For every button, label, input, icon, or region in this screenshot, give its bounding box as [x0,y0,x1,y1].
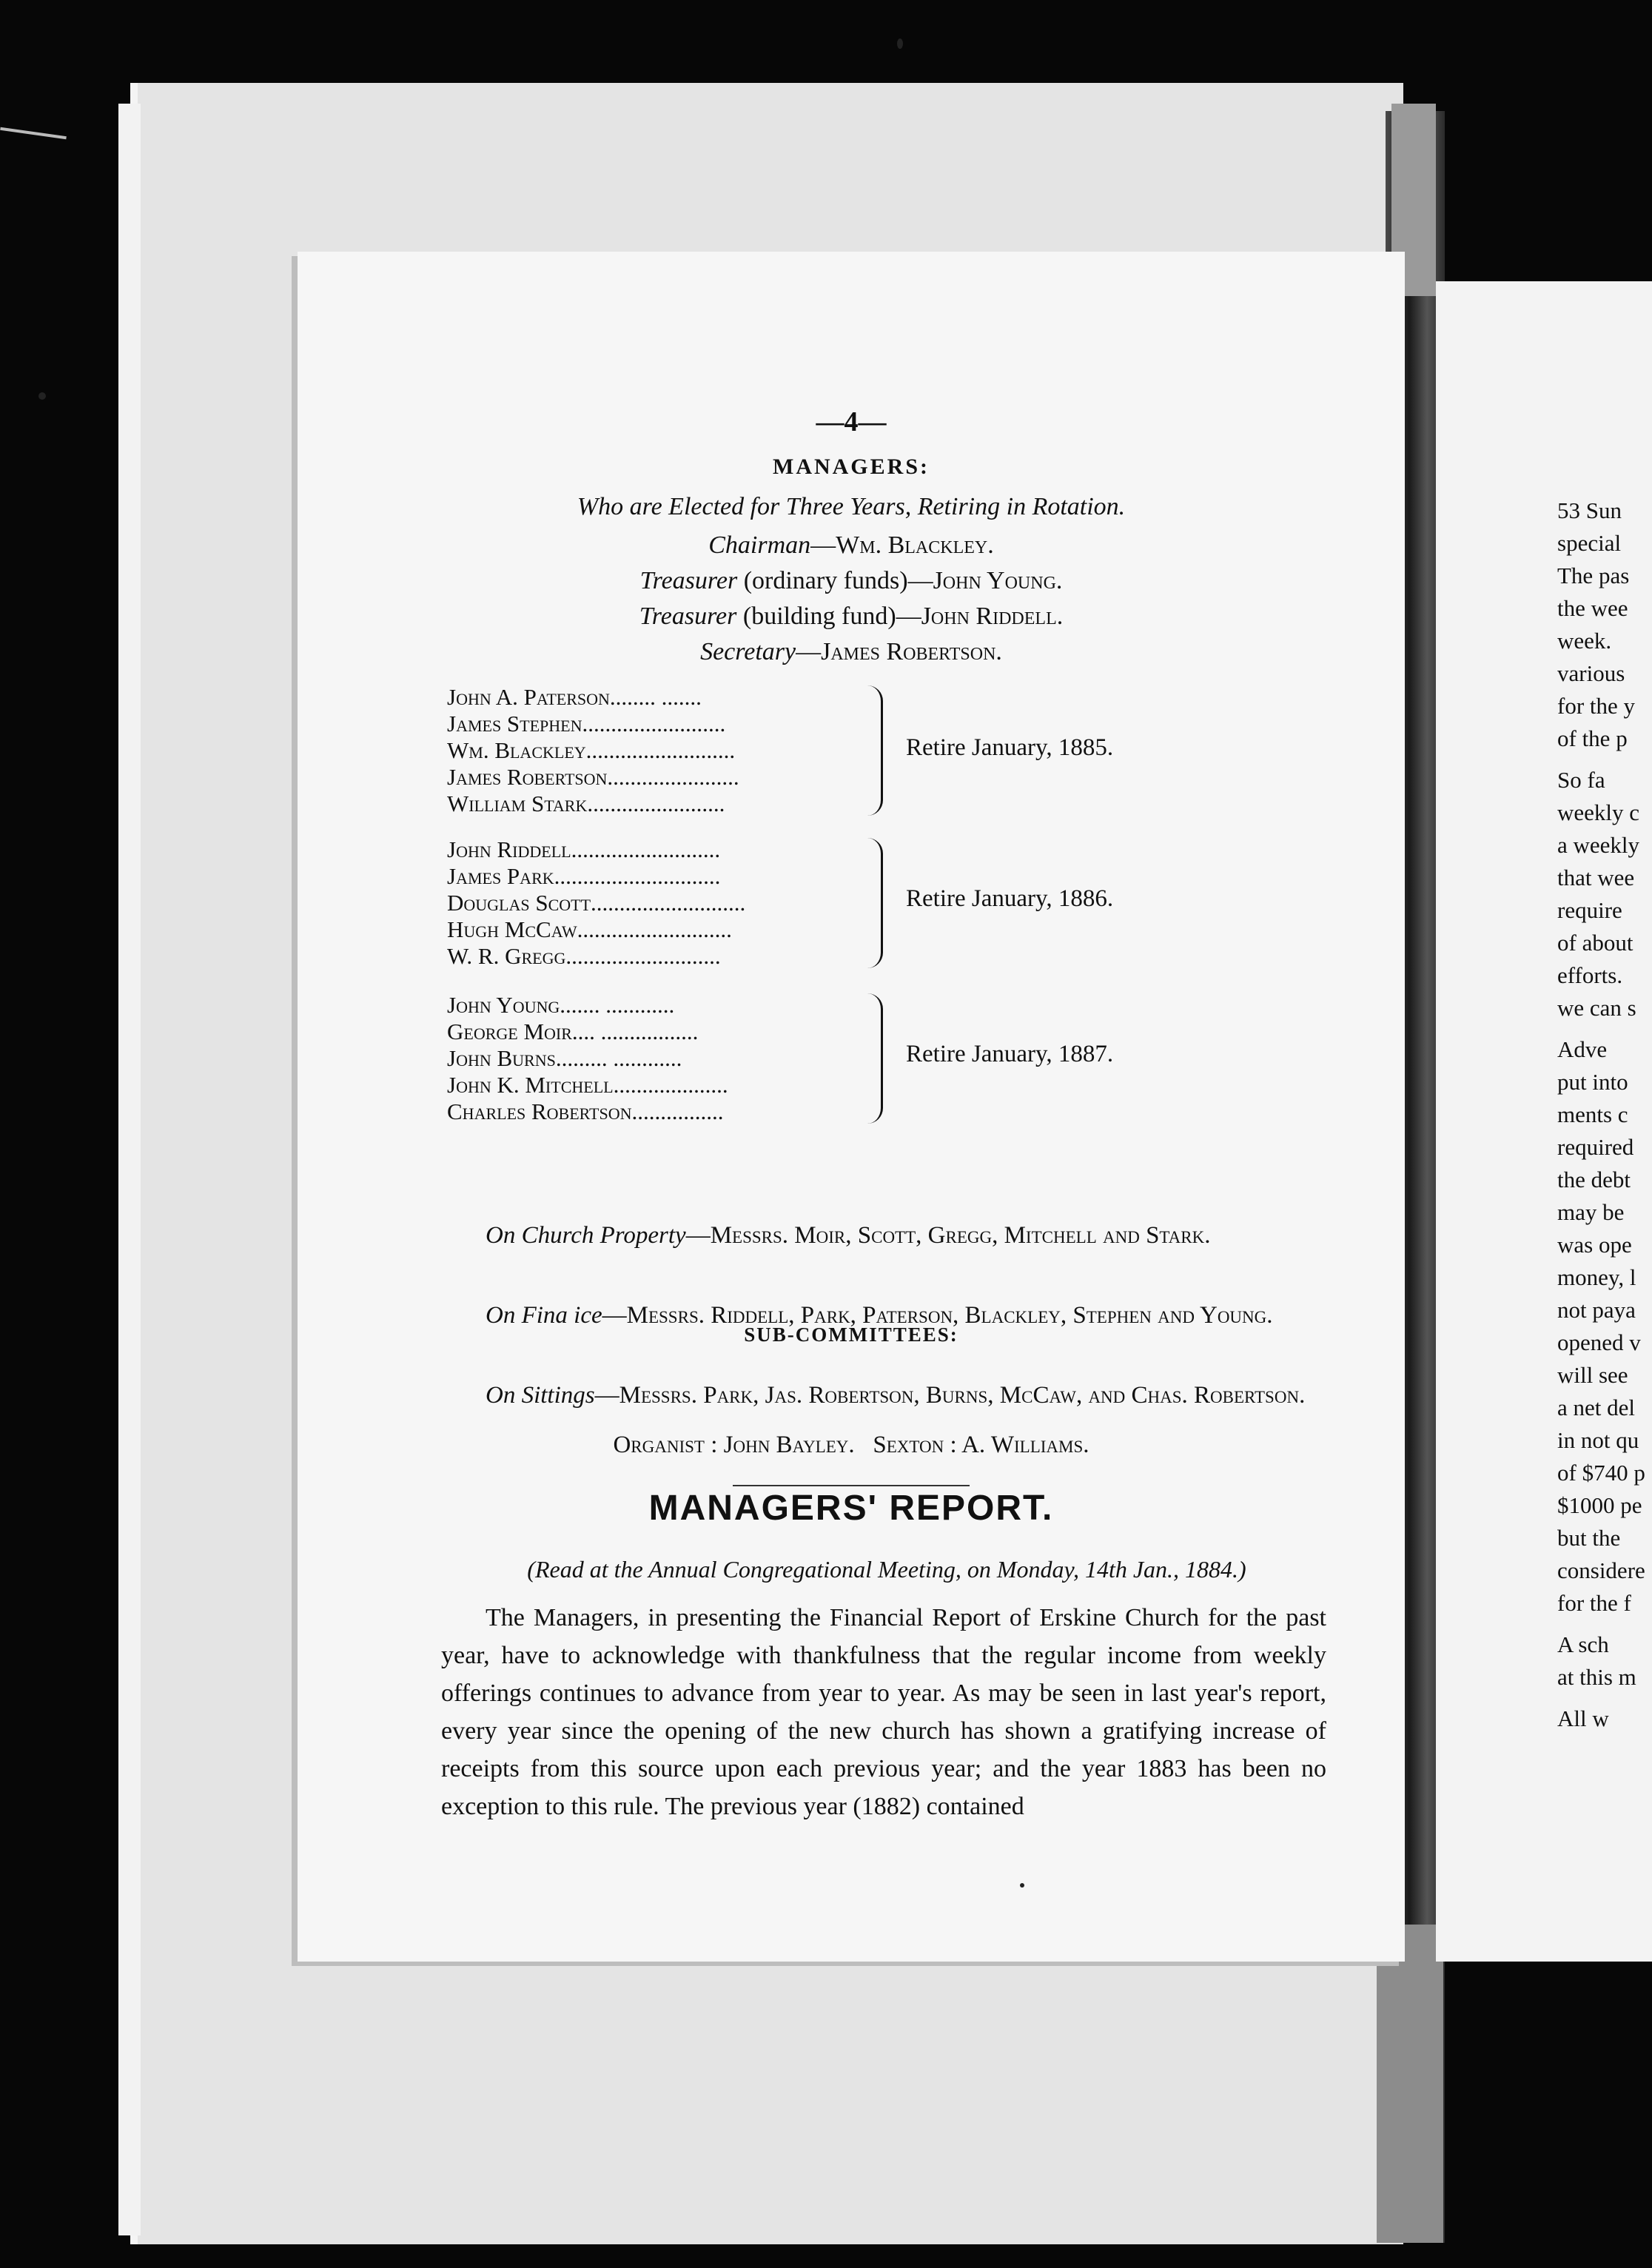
right-page-line: week. [1557,628,1612,654]
right-page-line: a net del [1557,1395,1636,1420]
brace [867,993,883,1124]
right-page-line: require [1557,897,1622,923]
right-page-line: opened v [1557,1329,1641,1355]
subcommittee-members: —Messrs. Park, Jas. Robertson, Burns, McCaw, and Chas. Robertson. [594,1382,1306,1409]
manager-name: Douglas Scott........................... [447,890,746,916]
right-page-line: All w [1557,1705,1609,1731]
right-page-line: special [1557,530,1622,556]
retire-group-1886 [298,836,1405,984]
officer-name: Wm. Blackley. [836,531,994,559]
officer-name: John Riddell. [921,603,1064,630]
officer-treasurer-ordinary [298,567,1405,595]
right-page-line: Adve [1557,1036,1608,1062]
manager-name: James Park............................. [447,863,721,889]
manager-name: John K. Mitchell.................... [447,1072,728,1098]
right-page-line: at this m [1557,1664,1636,1690]
officer-name: John Young. [933,567,1063,594]
right-page-line: A sch [1557,1631,1609,1657]
staff-line: Organist : John Bayley. Sexton : A. Williams. [613,1432,1089,1458]
manager-name: James Robertson....................... [447,764,739,790]
report-note: (Read at the Annual Congregational Meeting, on Monday, 14th Jan., 1884.) [527,1556,1246,1583]
right-page-line: of the p [1557,725,1628,751]
dust-speck [38,392,46,400]
page-number: —4— [816,406,887,437]
right-page-line: efforts. [1557,962,1623,988]
right-page-line: of about [1557,930,1633,956]
officer-secretary [298,638,1405,666]
right-page-line: but the [1557,1525,1621,1551]
officer-treasurer-building [298,603,1405,631]
divider [733,1485,970,1486]
officer-sep: — [907,567,933,594]
right-page-line: required [1557,1134,1634,1160]
retire-date: Retire January, 1886. [906,885,1114,912]
officer-sep: — [796,638,822,665]
right-page-line: put into [1557,1069,1628,1095]
retire-group-1887 [298,992,1405,1140]
retire-group-1885 [298,684,1405,832]
officer-role: Chairman [708,531,811,559]
manager-name: John Burns......... ............ [447,1045,682,1071]
subcommittee-church-property [446,1217,1326,1254]
right-page-line: may be [1557,1199,1625,1225]
subcommittee-sittings [446,1377,1326,1414]
managers-heading: MANAGERS: [773,454,930,479]
right-page-line: was ope [1557,1232,1632,1258]
managers-subtitle: Who are Elected for Three Years, Retiring in Rotation. [577,493,1126,520]
right-page-line: of $740 p [1557,1460,1645,1486]
officer-sep: — [810,531,836,559]
manager-name: John Young....... ............ [447,992,675,1018]
officer-qualifier: (ordinary funds) [743,567,908,594]
printed-page [298,252,1405,1962]
page-edge [118,104,141,2235]
officer-chairman [298,531,1405,560]
dust-speck [897,38,903,49]
right-page-line: So fa [1557,767,1605,793]
right-page-line: $1000 pe [1557,1492,1642,1518]
right-page-line: weekly c [1557,799,1640,825]
dust-speck [1020,1883,1024,1888]
subcommittees-heading: SUB-COMMITTEES: [744,1323,958,1346]
manager-name: John Riddell.......................... [447,836,721,862]
right-page-line: for the f [1557,1590,1631,1616]
officer-name: James Robertson. [821,638,1002,665]
brace [867,838,883,968]
subcommittee-label: On Fina ice [486,1302,602,1329]
subcommittee-label: On Church Property [486,1222,686,1249]
right-page-line: considere [1557,1557,1645,1583]
report-title: MANAGERS' REPORT. [648,1489,1054,1528]
right-page-line: for the y [1557,693,1636,719]
manager-name: James Stephen......................... [447,711,726,737]
manager-name: John A. Paterson........ ....... [447,684,702,710]
right-page-line: ments c [1557,1101,1628,1127]
right-page-line: money, l [1557,1264,1636,1290]
manager-name: Wm. Blackley.......................... [447,737,736,763]
subcommittee-members: —Messrs. Riddell, Park, Paterson, Blackley, Stephen and Young. [602,1302,1273,1329]
torn-spine-bottom [1377,1925,1443,2243]
officer-role: Treasurer [639,603,737,630]
manager-name: William Stark........................ [447,791,725,816]
right-page-line: various [1557,660,1625,686]
retire-date: Retire January, 1885. [906,734,1114,761]
subcommittee-members: —Messrs. Moir, Scott, Gregg, Mitchell and Stark. [685,1222,1211,1249]
manager-name: Charles Robertson................ [447,1098,724,1124]
brace [867,685,883,816]
right-page-line: that wee [1557,865,1635,890]
manager-name: George Moir.... ................. [447,1019,699,1044]
right-page-line: in not qu [1557,1427,1639,1453]
officer-role: Treasurer [639,567,738,594]
right-page-line: 53 Sun [1557,497,1622,523]
report-body: The Managers, in presenting the Financial Report of Erskine Church for the past year, have to acknowledge with thankfulness that the regular income from weekly offerings continues to advance from year to year. As may be seen in last year's report, every year since the opening of the new church has shown a gratifying increase of receipts from this source upon each previous year; and the year 1883 has been no exception to this rule. The previous year (1882) contained [441,1604,1326,1820]
retire-date: Retire January, 1887. [906,1041,1114,1067]
right-page-line: not paya [1557,1297,1636,1323]
right-page-line: a weekly [1557,832,1640,858]
right-page-line: we can s [1557,995,1636,1021]
right-page-line: the wee [1557,595,1628,621]
officer-role: Secretary [700,638,796,665]
subcommittee-finance [446,1297,1326,1334]
right-page-line: will see [1557,1362,1628,1388]
right-page-line: the debt [1557,1167,1631,1192]
subcommittee-label: On Sittings [486,1382,595,1409]
manager-name: W. R. Gregg........................... [447,943,721,969]
officer-sep: — [896,603,921,630]
right-page-text [1557,494,1652,1827]
officer-qualifier: (building fund) [742,603,896,630]
manager-name: Hugh McCaw........................... [447,916,732,942]
scratch-mark [0,127,67,139]
right-page-line: The pas [1557,563,1630,588]
